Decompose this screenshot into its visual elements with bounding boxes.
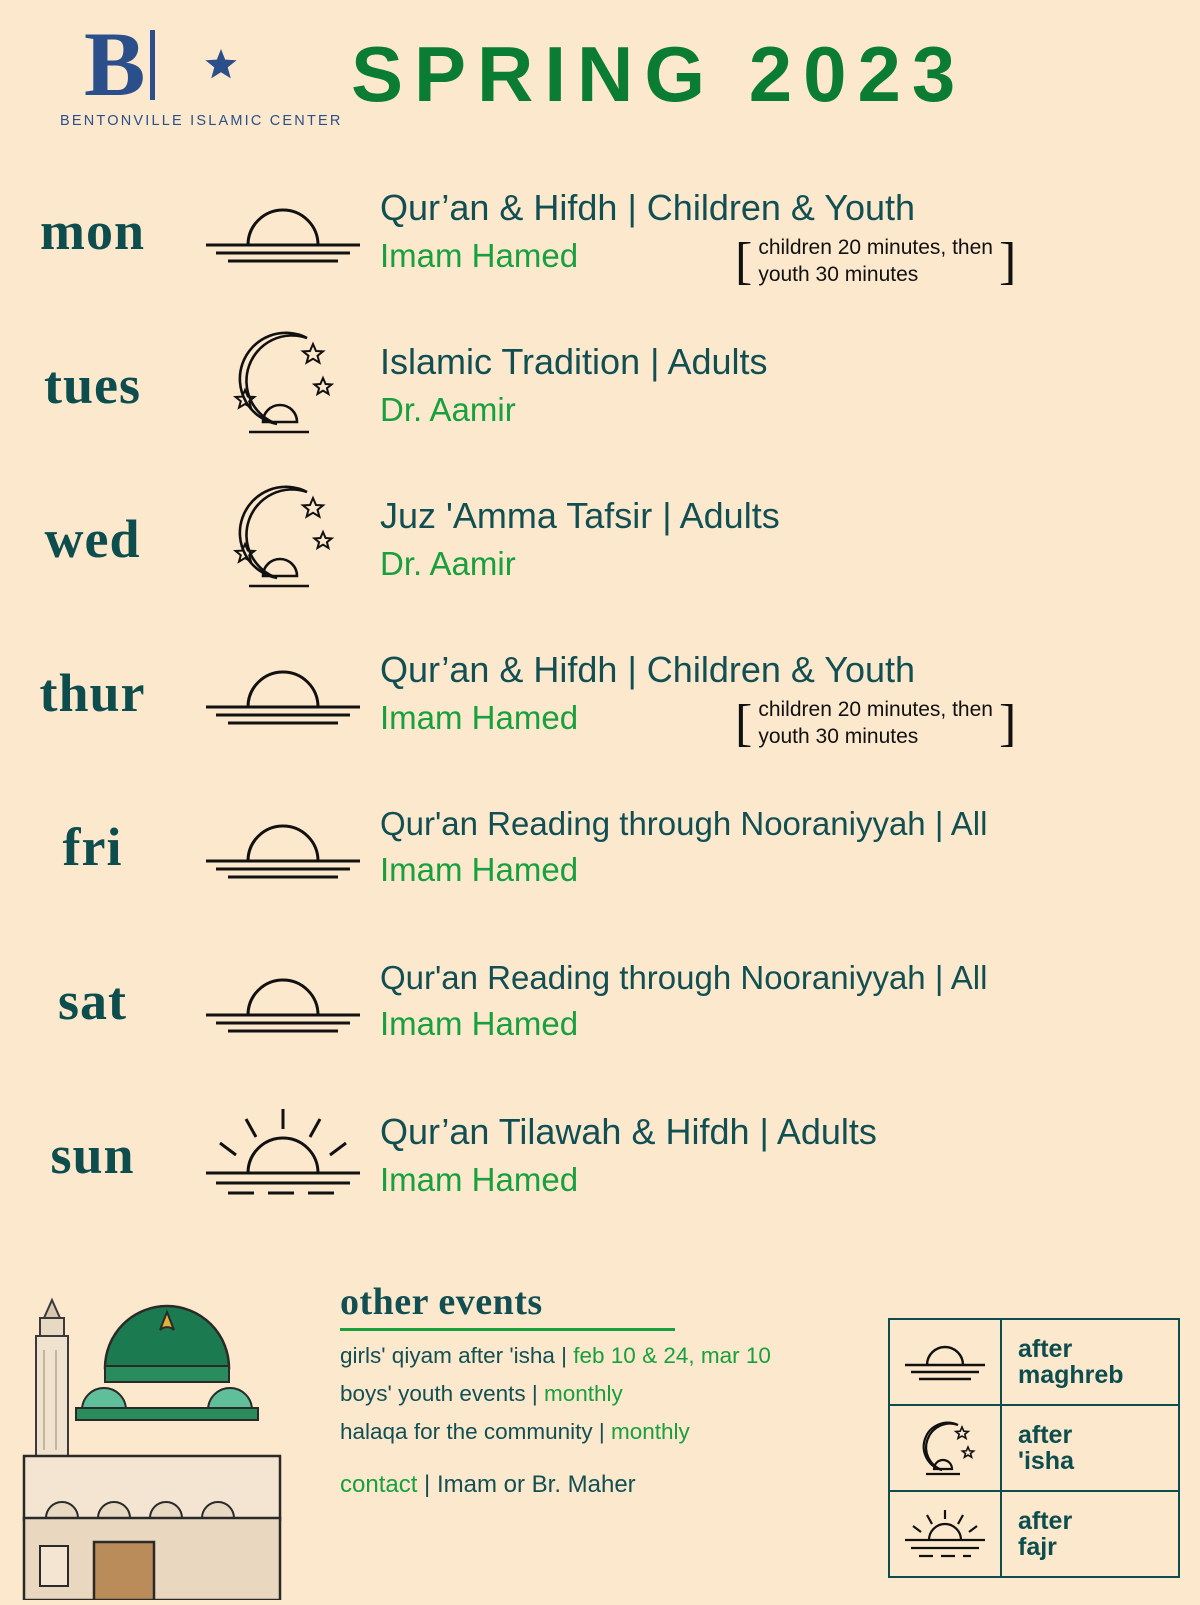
- poster-footer: [0, 1260, 1200, 1600]
- logo-mark: [60, 13, 335, 116]
- class-info: [380, 805, 1200, 890]
- other-events-section: [340, 1280, 860, 1499]
- schedule-row: [0, 1078, 1200, 1232]
- isha-crescent-moon-icon: [185, 320, 380, 450]
- other-event-item: [340, 1381, 860, 1407]
- legend-row: [890, 1492, 1178, 1576]
- isha-crescent-moon-icon: [185, 474, 380, 604]
- note-line-2: youth 30 minutes: [758, 724, 919, 748]
- maghreb-sunset-icon: [185, 191, 380, 271]
- schedule-row: [0, 308, 1200, 462]
- class-note: [735, 694, 1017, 752]
- schedule-row: [0, 616, 1200, 770]
- isha-crescent-moon-icon: [890, 1406, 1002, 1490]
- maghreb-sunset-icon: [185, 961, 380, 1041]
- class-info: [380, 495, 1200, 583]
- legend-line-1: after: [1018, 1506, 1073, 1535]
- legend-line-2: maghreb: [1018, 1361, 1124, 1389]
- class-info: [380, 959, 1200, 1044]
- class-title: Juz 'Amma Tafsir | Adults: [380, 494, 780, 536]
- class-teacher: Imam Hamed: [380, 851, 579, 889]
- logo-divider-bar: [150, 30, 155, 100]
- maghreb-sunset-icon: [185, 653, 380, 733]
- day-label: tues: [44, 355, 141, 415]
- other-events-heading: other events: [340, 1281, 543, 1323]
- legend-label: [1002, 1508, 1072, 1561]
- legend-label: [1002, 1336, 1124, 1389]
- schedule-row: [0, 154, 1200, 308]
- class-teacher: Imam Hamed: [380, 699, 579, 737]
- other-event-value: monthly: [544, 1381, 623, 1406]
- mosque-illustration: [10, 1260, 330, 1605]
- day-label: sat: [58, 971, 127, 1031]
- class-info: [380, 186, 1200, 290]
- class-note: [735, 232, 1017, 290]
- bic-logo: [60, 13, 343, 129]
- other-event-value: monthly: [610, 1419, 690, 1444]
- class-title: Qur'an Reading through Nooraniyyah | All: [380, 958, 988, 996]
- other-events-underline: [340, 1328, 675, 1331]
- legend-row: [890, 1320, 1178, 1406]
- day-label: wed: [44, 509, 141, 569]
- class-teacher: Imam Hamed: [380, 237, 579, 275]
- day-label: sun: [50, 1125, 135, 1185]
- other-event-label: boys' youth events |: [340, 1381, 545, 1406]
- poster-header: [0, 0, 1200, 130]
- legend-row: [890, 1406, 1178, 1492]
- legend-line-2: fajr: [1018, 1533, 1057, 1561]
- day-label: fri: [62, 817, 123, 877]
- maghreb-sunset-icon: [185, 807, 380, 887]
- weekly-schedule: [0, 154, 1200, 1232]
- note-line-1: children 20 minutes, then: [758, 697, 993, 721]
- contact-line: [340, 1471, 860, 1499]
- legend-label: [1002, 1422, 1074, 1475]
- class-teacher: Dr. Aamir: [380, 545, 516, 583]
- class-title: Qur’an Tilawah & Hifdh | Adults: [380, 1110, 877, 1152]
- class-info: [380, 1111, 1200, 1199]
- class-info: [380, 648, 1200, 752]
- other-event-value: feb 10 & 24, mar 10: [573, 1343, 771, 1368]
- class-teacher: Imam Hamed: [380, 1005, 579, 1043]
- fajr-sunrise-icon: [185, 1095, 380, 1215]
- logo-subtitle: BENTONVILLE ISLAMIC CENTER: [60, 113, 343, 129]
- other-event-label: halaqa for the community |: [340, 1419, 611, 1444]
- logo-letter-b: B: [84, 13, 145, 116]
- legend-line-2: 'isha: [1018, 1447, 1074, 1475]
- bracket-left-icon: [: [735, 694, 753, 752]
- bracket-left-icon: [: [735, 232, 753, 290]
- class-teacher: Dr. Aamir: [380, 391, 516, 429]
- schedule-row: [0, 924, 1200, 1078]
- schedule-row: [0, 770, 1200, 924]
- prayer-time-legend: [888, 1318, 1180, 1578]
- class-title: Qur'an Reading through Nooraniyyah | All: [380, 804, 988, 842]
- fajr-sunrise-icon: [890, 1492, 1002, 1576]
- day-label: thur: [39, 663, 146, 723]
- crescent-star-icon: [163, 25, 241, 105]
- other-event-item: [340, 1343, 860, 1369]
- class-title: Qur’an & Hifdh | Children & Youth: [380, 648, 916, 690]
- other-event-label: girls' qiyam after 'isha |: [340, 1343, 574, 1368]
- bracket-right-icon: ]: [998, 694, 1017, 752]
- other-event-item: [340, 1419, 860, 1445]
- contact-label: contact: [340, 1471, 418, 1498]
- page-title: SPRING 2023: [351, 30, 967, 118]
- contact-value: | Imam or Br. Maher: [417, 1471, 636, 1498]
- class-title: Islamic Tradition | Adults: [380, 340, 768, 382]
- class-info: [380, 341, 1200, 429]
- legend-line-1: after: [1018, 1420, 1073, 1449]
- legend-line-1: after: [1018, 1334, 1073, 1363]
- note-line-2: youth 30 minutes: [758, 262, 919, 286]
- note-line-1: children 20 minutes, then: [758, 235, 993, 259]
- bracket-right-icon: ]: [998, 232, 1017, 290]
- day-label: mon: [39, 201, 145, 261]
- class-title: Qur’an & Hifdh | Children & Youth: [380, 186, 916, 228]
- schedule-row: [0, 462, 1200, 616]
- maghreb-sunset-icon: [890, 1320, 1002, 1404]
- class-teacher: Imam Hamed: [380, 1161, 579, 1199]
